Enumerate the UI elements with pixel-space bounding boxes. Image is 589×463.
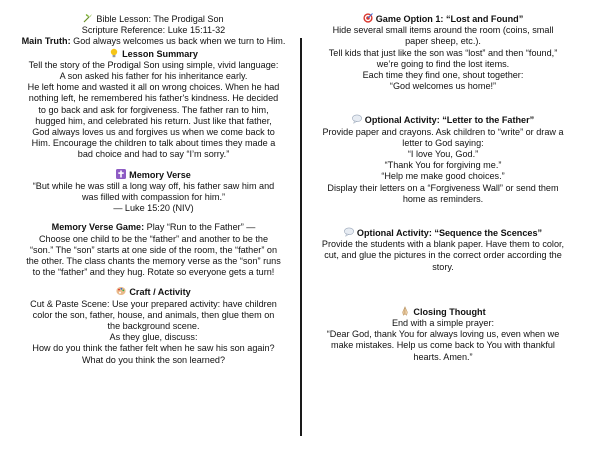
verse-line: “But while he was still a long way off, his father saw him and [32, 180, 275, 191]
lesson-summary-title: Lesson Summary [122, 48, 198, 59]
art-palette-icon [116, 286, 126, 296]
sequence-line: story. [432, 261, 454, 272]
craft-title: Craft / Activity [129, 287, 191, 298]
summary-line: to go back and ask for forgiveness. The father ran to him, [38, 104, 269, 115]
summary-line: bad choice and had to say “I’m sorry.” [77, 149, 230, 160]
right-column [306, 13, 580, 363]
game-shout: “God welcomes us home!” [389, 81, 497, 92]
sequence-line: cut, and glue the pictures in the correct order according the [324, 250, 562, 261]
main-truth [10, 36, 297, 47]
title-line [10, 13, 297, 25]
game-line: Hide several small items around the room (coins, small [332, 25, 554, 36]
craft-line: Cut & Paste Scene: Use your prepared activity: have children [30, 298, 277, 309]
game-option-heading [306, 13, 580, 25]
letter-line: Display their letters on a “Forgiveness Wall” or send them [327, 182, 559, 193]
summary-line: Tell the story of the Prodigal Son using simple, vivid language: [28, 59, 279, 70]
summary-line: hugged him, and celebrated his return. Just like that father, [35, 115, 272, 126]
letter-line: home as reminders. [402, 193, 484, 204]
speech-bubble-icon [352, 114, 362, 124]
letter-line: “I love You, God.” [407, 149, 479, 160]
closing-thought-title: Closing Thought [413, 306, 486, 317]
craft-question: What do you think the son learned? [81, 354, 226, 365]
verse-line: was filled with compassion for him.” [81, 192, 226, 203]
craft-line: As they glue, discuss: [109, 332, 198, 343]
letter-activity-heading [306, 114, 580, 126]
sequence-activity-title: Optional Activity: “Sequence the Scences” [356, 228, 543, 239]
lesson-title: Bible Lesson: The Prodigal Son [96, 14, 224, 24]
memory-verse-heading [10, 169, 297, 181]
craft-heading [10, 286, 297, 298]
lesson-summary-body [10, 60, 297, 161]
column-divider [300, 38, 302, 436]
letter-line: Provide paper and crayons. Ask children to “write” or draw a [322, 126, 564, 137]
letter-line: letter to God saying: [402, 137, 484, 148]
game-line: we’re going to find the lost items. [376, 58, 510, 69]
verse-reference: — Luke 15:20 (NIV) [113, 203, 194, 214]
sequence-line: Provide the students with a blank paper. Have them to color, [321, 239, 565, 250]
game-line: Each time they find one, shout together: [362, 70, 524, 81]
left-column [10, 13, 297, 366]
memory-game-label: Memory Verse Game: [51, 222, 145, 233]
target-icon [363, 13, 373, 23]
scripture-reference: Scripture Reference: Luke 15:11-32 [81, 25, 226, 36]
main-truth-text: God always welcomes us back when we turn to Him. [70, 36, 286, 47]
lesson-summary-heading [10, 48, 297, 60]
closing-thought-heading [306, 306, 580, 318]
craft-line: color the son, father, house, and animals, then glue them on [32, 309, 275, 320]
memory-game-intro [10, 222, 297, 233]
letter-activity-title: Optional Activity: “Letter to the Father” [364, 115, 535, 126]
cross-icon [116, 169, 126, 179]
craft-question: How do you think the father felt when he saw his son again? [32, 343, 275, 354]
memory-game-intro-text: Play “Run to the Father” — [144, 222, 256, 233]
game-option-title: Game Option 1: “Lost and Found” [375, 14, 524, 24]
game-line: the other. The class chants the memory verse as the “son” runs [26, 256, 281, 267]
summary-line: God always loves us and forgives us when we come back to [32, 127, 275, 138]
summary-line: nothing left, he remembered his father's kindness. He decided [28, 93, 279, 104]
summary-line: He left home and wasted it all on wrong choices. When he had [27, 82, 280, 93]
prayer-line: make mistakes. Help us come back to You with thankful [331, 340, 555, 351]
game-line: to the “father” and they hug. Rotate so everyone gets a turn! [32, 267, 275, 278]
memory-verse-title: Memory Verse [129, 169, 191, 180]
summary-line: A son asked his father for his inheritance early. [59, 71, 248, 82]
sequence-activity-heading [306, 227, 580, 239]
prayer-line: hearts. Amen.” [413, 351, 473, 362]
craft-line: the background scene. [107, 321, 200, 332]
palm-leaf-icon [83, 13, 93, 23]
letter-line: “Thank You for forgiving me.” [384, 160, 502, 171]
prayer-line: “Dear God, thank You for always loving us, even when we [326, 329, 560, 340]
summary-line: Him. Encourage the children to talk about times they made a [31, 138, 276, 149]
letter-line: “Help me make good choices.” [381, 171, 505, 182]
praying-hands-icon [400, 306, 410, 316]
closing-line: End with a simple prayer: [391, 318, 495, 329]
game-line: Tell kids that just like the son was “lost” and then “found,” [328, 47, 558, 58]
game-line: paper sheep, etc.). [405, 36, 481, 47]
game-line: “son.” The “son” starts at one side of the room, the “father” on [30, 244, 277, 255]
main-truth-label: Main Truth: [21, 36, 71, 47]
game-line: Choose one child to be the “father” and another to be the [38, 233, 269, 244]
speech-bubble-icon [344, 227, 354, 237]
lightbulb-icon [109, 48, 119, 58]
